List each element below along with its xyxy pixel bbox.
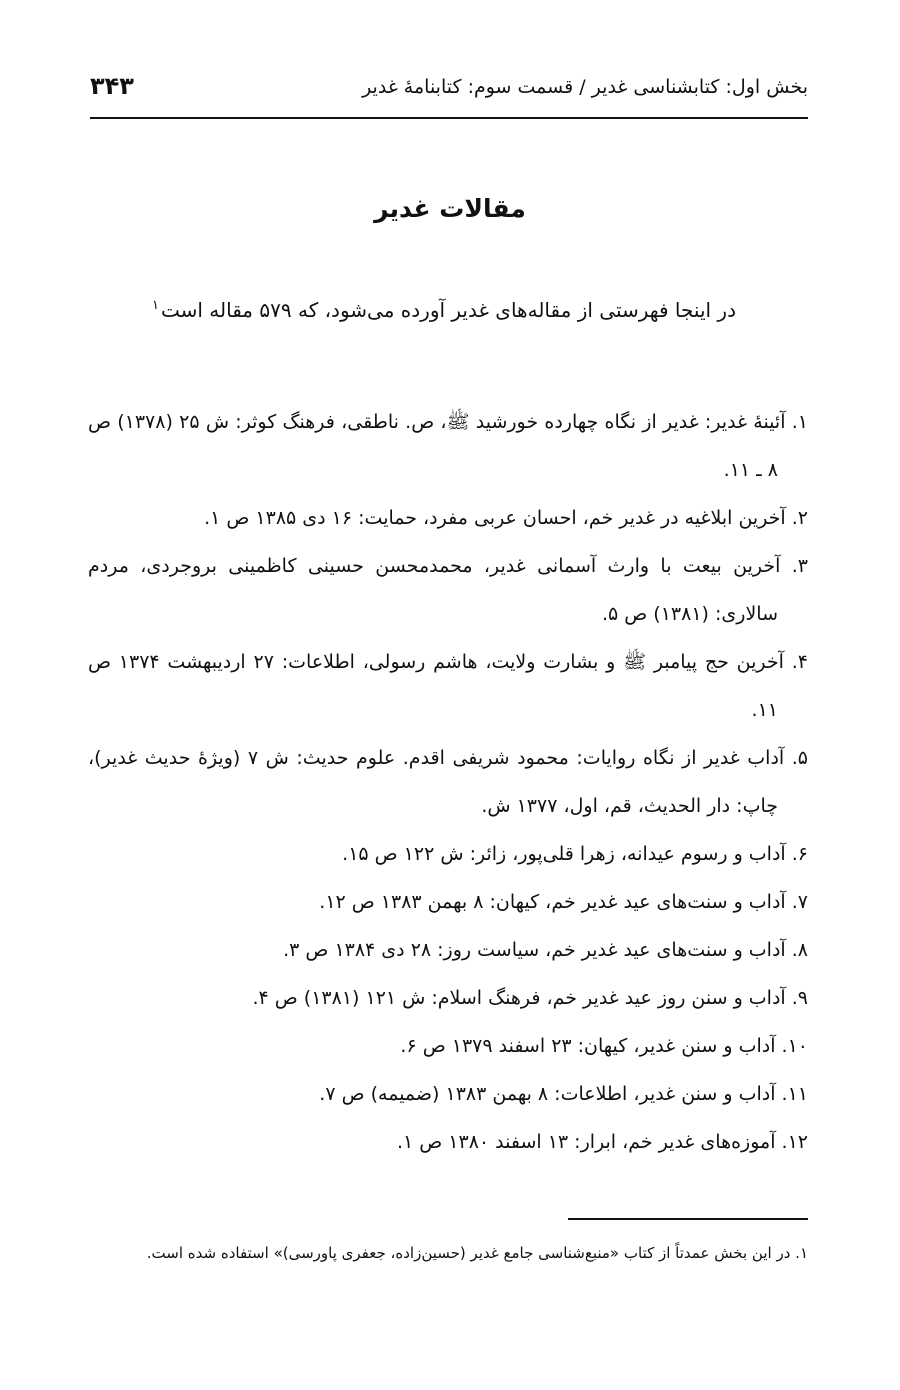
list-item: ۱۰. آداب و سنن غدیر، کیهان: ۲۳ اسفند ۱۳۷۹ ص ۶. (400, 1035, 808, 1057)
article-list (88, 398, 808, 1166)
footnote: ۱. در این بخش عمدتاً از کتاب «منبع‌شناسی جامع غدیر (حسین‌زاده، جعفری پاورسی)» استفاده شده است. (146, 1244, 808, 1262)
list-item: ۳. آخرین بیعت با وارث آسمانی غدیر، محمدمحسن حسینی کاظمینی بروجردی، مردم سالاری: (۱۳۸۱) ص ۵. (88, 555, 808, 625)
intro-paragraph (152, 298, 736, 322)
header-rule (90, 117, 808, 119)
list-item: ۱۲. آموزه‌های غدیر خم، ابرار: ۱۳ اسفند ۱۳۸۰ ص ۱. (396, 1131, 808, 1153)
section-title: مقالات غدیر (374, 194, 526, 223)
list-item: ۹. آداب و سنن روز عید غدیر خم، فرهنگ اسلام: ش ۱۲۱ (۱۳۸۱) ص ۴. (252, 987, 808, 1009)
page-number: ۳۴۳ (90, 72, 134, 100)
list-item: ۴. آخرین حج پیامبر ﷺ و بشارت ولایت، هاشم رسولی، اطلاعات: ۲۷ اردیبهشت ۱۳۷۴ ص ۱۱. (88, 651, 808, 721)
list-item: ۸. آداب و سنت‌های عید غدیر خم، سیاست روز: ۲۸ دی ۱۳۸۴ ص ۳. (283, 939, 808, 961)
footnote-marker: ۱ (151, 298, 159, 314)
list-item: ۵. آداب غدیر از نگاه روایات: محمود شریفی اقدم. علوم حدیث: ش ۷ (ویژهٔ حدیث غدیر)، چاپ: دار الحدیث، قم، اول، ۱۳۷۷ ش. (88, 747, 808, 817)
list-item: ۱۱. آداب و سنن غدیر، اطلاعات: ۸ بهمن ۱۳۸۳ (ضمیمه) ص ۷. (319, 1083, 808, 1105)
list-item: ۶. آداب و رسوم عیدانه، زهرا قلی‌پور، زائر: ش ۱۲۲ ص ۱۵. (342, 843, 808, 865)
list-item: ۲. آخرین ابلاغیه در غدیر خم، احسان عربی مفرد، حمایت: ۱۶ دی ۱۳۸۵ ص ۱. (204, 507, 808, 529)
footnote-rule (568, 1218, 808, 1220)
list-item: ۷. آداب و سنت‌های عید غدیر خم، کیهان: ۸ بهمن ۱۳۸۳ ص ۱۲. (319, 891, 808, 913)
list-item: ۱. آئینهٔ غدیر: غدیر از نگاه چهارده خورشید ﷺ، ص. ناطقی، فرهنگ کوثر: ش ۲۵ (۱۳۷۸) ص ۸ ـ ۱۱. (88, 411, 808, 481)
running-head: بخش اول: کتابشناسی غدیر / قسمت سوم: کتابنامهٔ غدیر (362, 76, 808, 98)
intro-text: در اینجا فهرستی از مقاله‌های غدیر آورده می‌شود، که ۵۷۹ مقاله است (160, 298, 736, 322)
page-header (90, 70, 808, 110)
